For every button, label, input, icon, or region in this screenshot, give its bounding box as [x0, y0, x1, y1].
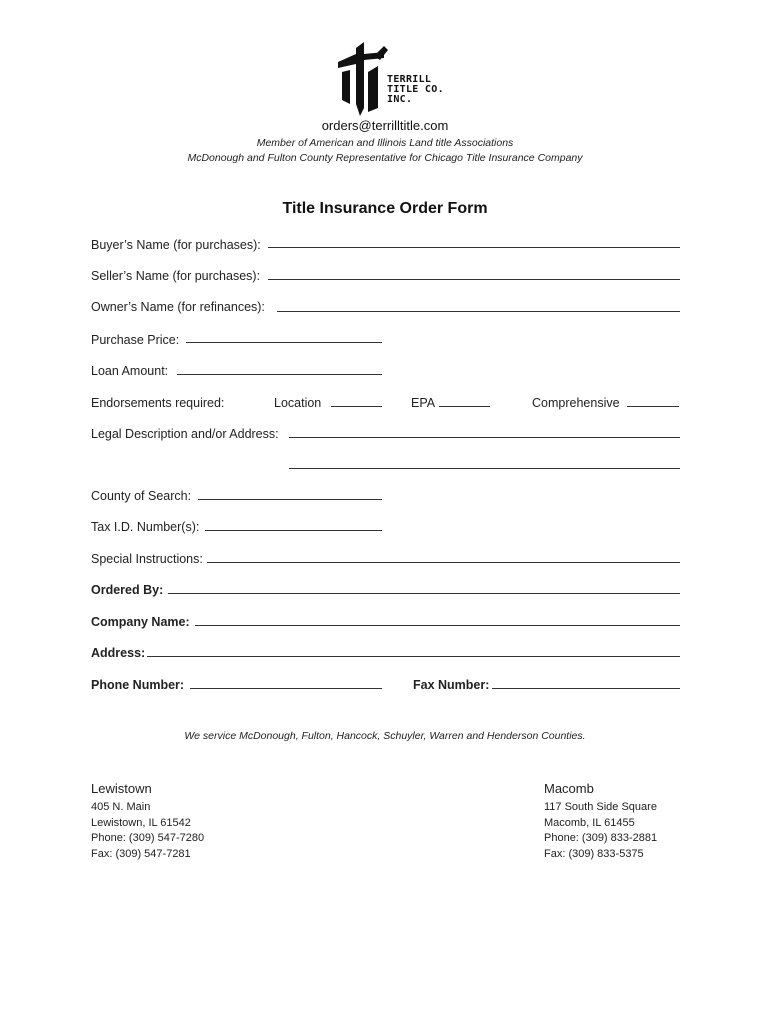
office-fax: Fax: (309) 547-7281 [91, 847, 191, 860]
phone-number-field[interactable] [190, 688, 382, 689]
special-instructions-label: Special Instructions: [91, 552, 203, 566]
county-field[interactable] [198, 499, 382, 500]
representative-text: McDonough and Fulton County Representative for Chicago Title Insurance Company [187, 152, 583, 164]
seller-name-label: Seller’s Name (for purchases): [91, 269, 261, 283]
logo-line-1: TERRILL [387, 74, 432, 85]
owner-name-field[interactable] [277, 311, 680, 312]
purchase-price-label: Purchase Price: [91, 333, 180, 347]
logo-line-3: INC. [387, 94, 413, 105]
fax-number-field[interactable] [492, 688, 680, 689]
office-citystate: Macomb, IL 61455 [544, 816, 635, 829]
membership-text: Member of American and Illinois Land title Associations [256, 137, 514, 149]
legal-description-field[interactable] [289, 437, 680, 438]
office-phone: Phone: (309) 547-7280 [91, 832, 205, 844]
comprehensive-field[interactable] [627, 406, 679, 407]
seller-name-field[interactable] [268, 279, 680, 280]
logo-line-2: TITLE CO. [387, 84, 444, 95]
loan-amount-label: Loan Amount: [91, 364, 169, 378]
fax-number-label: Fax Number: [413, 678, 490, 692]
buyer-name-label: Buyer’s Name (for purchases): [91, 238, 261, 252]
terrill-title-logo [334, 42, 444, 120]
ordered-by-field[interactable] [168, 593, 680, 594]
logo-text [387, 75, 444, 105]
office-fax: Fax: (309) 833-5375 [544, 847, 644, 860]
tax-id-label: Tax I.D. Number(s): [91, 520, 200, 534]
office-macomb [544, 780, 657, 862]
epa-field[interactable] [439, 406, 490, 407]
company-name-field[interactable] [195, 625, 680, 626]
location-label: Location [274, 396, 322, 410]
company-name-label: Company Name: [91, 615, 190, 629]
legal-description-label: Legal Description and/or Address: [91, 427, 279, 441]
comprehensive-label: Comprehensive [532, 396, 620, 410]
office-citystate: Lewistown, IL 61542 [91, 816, 191, 829]
office-street: 117 South Side Square [544, 801, 657, 813]
ordered-by-label: Ordered By: [91, 583, 164, 597]
loan-amount-field[interactable] [177, 374, 382, 375]
office-lewistown [91, 780, 204, 862]
owner-name-label: Owner’s Name (for refinances): [91, 300, 265, 314]
office-city: Macomb [544, 781, 594, 796]
office-city: Lewistown [91, 781, 152, 796]
address-label: Address: [91, 646, 146, 660]
special-instructions-field[interactable] [207, 562, 680, 563]
email-address: orders@terrilltitle.com [321, 118, 449, 133]
logo-mark-icon [334, 42, 388, 120]
buyer-name-field[interactable] [268, 247, 680, 248]
location-field[interactable] [331, 406, 382, 407]
page-title: Title Insurance Order Form [282, 200, 488, 217]
endorsements-label: Endorsements required: [91, 396, 225, 410]
office-street: 405 N. Main [91, 801, 151, 813]
epa-label: EPA [411, 396, 436, 410]
office-phone: Phone: (309) 833-2881 [544, 832, 658, 844]
service-note: We service McDonough, Fulton, Hancock, Schuyler, Warren and Henderson Counties. [184, 730, 586, 742]
county-label: County of Search: [91, 489, 192, 503]
tax-id-field[interactable] [205, 530, 382, 531]
address-field[interactable] [147, 656, 680, 657]
phone-number-label: Phone Number: [91, 678, 185, 692]
purchase-price-field[interactable] [186, 342, 382, 343]
legal-description-field-2[interactable] [289, 468, 680, 469]
